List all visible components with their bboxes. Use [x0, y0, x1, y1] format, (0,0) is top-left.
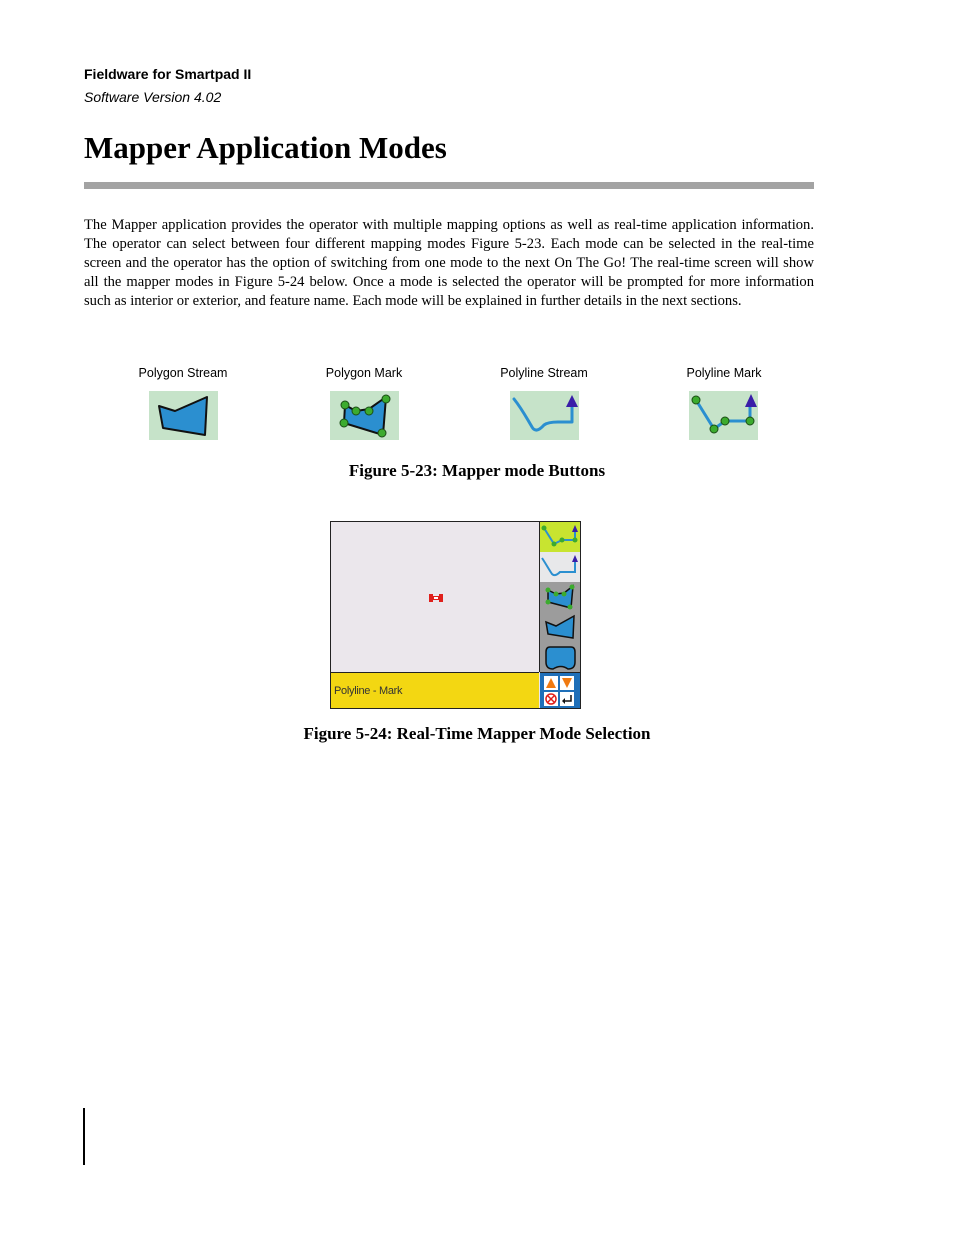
polyline-stream-label: Polyline Stream — [500, 366, 588, 380]
figure-5-24-caption: Figure 5-24: Real-Time Mapper Mode Selection — [303, 724, 651, 743]
figure-5-23-caption: Figure 5-23: Mapper mode Buttons — [348, 461, 606, 480]
change-bar — [83, 1108, 85, 1165]
page-title: Mapper Application Modes — [84, 130, 447, 165]
vehicle-icon — [429, 593, 443, 603]
sidebar-polyline-stream-button[interactable] — [540, 552, 580, 582]
title-divider — [84, 182, 814, 189]
polygon-mark-icon — [540, 582, 580, 612]
document-header-product: Fieldware for Smartpad II — [84, 66, 252, 82]
arrow-down-icon[interactable] — [560, 676, 574, 690]
polyline-stream-icon — [540, 552, 580, 582]
status-bar — [331, 672, 539, 708]
polyline-mark-button[interactable] — [689, 391, 758, 440]
polyline-mark-label: Polyline Mark — [686, 366, 762, 380]
mode-sidebar — [540, 522, 580, 672]
intro-paragraph: The Mapper application provides the operator with multiple mapping options as well as real-time application information. The operator can select between four different mapping modes Figure 5-23. Each mode can be selected in the real-time screen and the operator has the option of switching from one mode to the next On The Go! The real-time screen will show all the mapper modes in Figure 5-24 below. Once a mode is selected the operator will be prompted for more information such as interior or exterior, and feature name. Each mode will be explained in further details in the next sections. — [84, 217, 814, 309]
polygon-stream-button[interactable] — [149, 391, 218, 440]
polyline-mark-icon — [689, 391, 758, 440]
polygon-mark-button[interactable] — [330, 391, 399, 440]
polyline-stream-icon — [510, 391, 579, 440]
sidebar-polygon-mark-button[interactable] — [540, 582, 580, 612]
enter-icon[interactable] — [560, 692, 574, 706]
realtime-mapper-screen — [330, 521, 581, 709]
rounded-polygon-icon — [540, 642, 580, 672]
polygon-mark-label: Polygon Mark — [325, 366, 403, 380]
control-panel — [540, 672, 580, 708]
cancel-icon[interactable] — [544, 692, 558, 706]
map-area[interactable] — [331, 522, 540, 672]
polyline-mark-icon — [540, 522, 580, 552]
polygon-stream-icon — [540, 612, 580, 642]
polygon-stream-label: Polygon Stream — [138, 366, 228, 380]
sidebar-polygon-stream-button[interactable] — [540, 612, 580, 642]
sidebar-rounded-polygon-button[interactable] — [540, 642, 580, 672]
sidebar-polyline-mark-button[interactable] — [540, 522, 580, 552]
arrow-up-icon[interactable] — [544, 676, 558, 690]
polyline-stream-button[interactable] — [510, 391, 579, 440]
polygon-stream-icon — [149, 391, 218, 440]
current-mode-label: Polyline - Mark — [334, 685, 403, 697]
document-header-version: Software Version 4.02 — [84, 89, 222, 105]
polygon-mark-icon — [330, 391, 399, 440]
